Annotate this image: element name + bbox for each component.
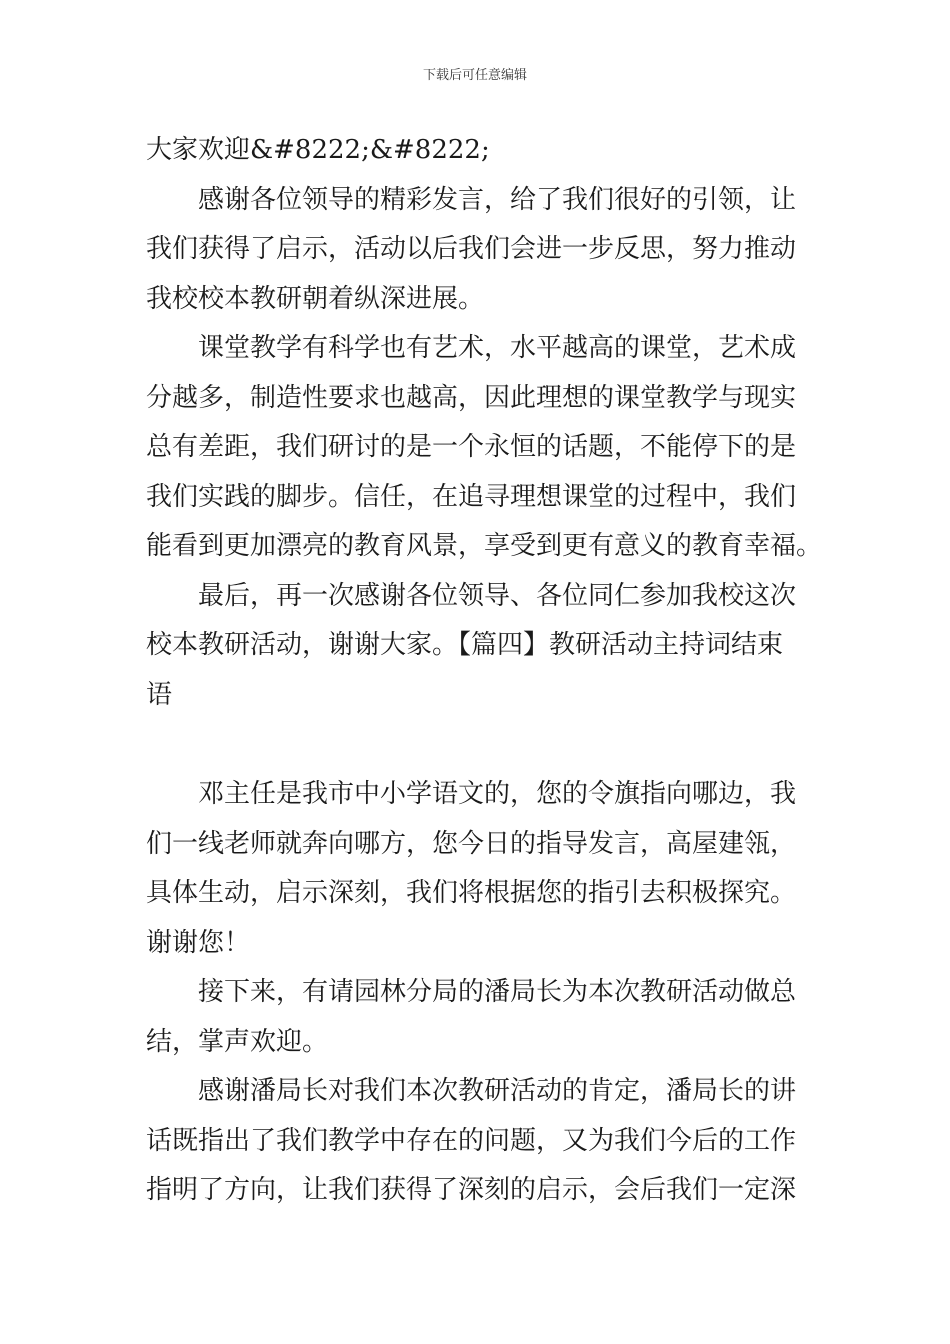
text-line: 谢谢您！ — [146, 927, 251, 958]
text-line: 我校校本教研朝着纵深进展。 — [146, 283, 485, 314]
text-line: 总有差距，我们研讨的是一个永恒的话题，不能停下的是 — [146, 432, 797, 462]
text-line: 最后，再一次感谢各位领导、各位同仁参加我校这次 — [198, 580, 797, 611]
text-line: 邓主任是我市中小学语文的，您的令旗指向哪边，我 — [198, 779, 797, 809]
text-line: 语 — [146, 679, 173, 710]
text-line: 们一线老师就奔向哪方，您今日的指导发言，高屋建瓴， — [146, 828, 797, 859]
text-line: 校本教研活动，谢谢大家。【篇四】教研活动主持词结束 — [146, 630, 784, 660]
text-line: 课堂教学有科学也有艺术，水平越高的课堂，艺术成 — [198, 333, 797, 363]
text-line: 分越多，制造性要求也越高，因此理想的课堂教学与现实 — [146, 382, 797, 413]
text-line: 大家欢迎&#8222;&#8222; — [146, 135, 490, 165]
text-line: 结，掌声欢迎。 — [146, 1026, 329, 1057]
paragraph-gap — [146, 720, 808, 770]
text-line: 指明了方向，让我们获得了深刻的启示，会后我们一定深 — [146, 1175, 797, 1205]
text-line: 话既指出了我们教学中存在的问题，又为我们今后的工作 — [146, 1125, 797, 1156]
document-body — [146, 126, 823, 1216]
text-line: 感谢潘局长对我们本次教研活动的肯定，潘局长的讲 — [198, 1076, 797, 1106]
text-line: 我们获得了启示，活动以后我们会进一步反思，努力推动 — [146, 234, 797, 264]
text-line: 具体生动，启示深刻，我们将根据您的指引去积极探究。 — [146, 878, 797, 908]
text-line: 接下来，有请园林分局的潘局长为本次教研活动做总 — [198, 977, 797, 1007]
page-header: 下载后可任意编辑 — [422, 68, 527, 83]
text-line: 我们实践的脚步。信任，在追寻理想课堂的过程中，我们 — [146, 481, 797, 512]
text-line: 能看到更加漂亮的教育风景，享受到更有意义的教育幸福。 — [146, 531, 823, 561]
text-line: 感谢各位领导的精彩发言，给了我们很好的引领，让 — [198, 184, 797, 215]
